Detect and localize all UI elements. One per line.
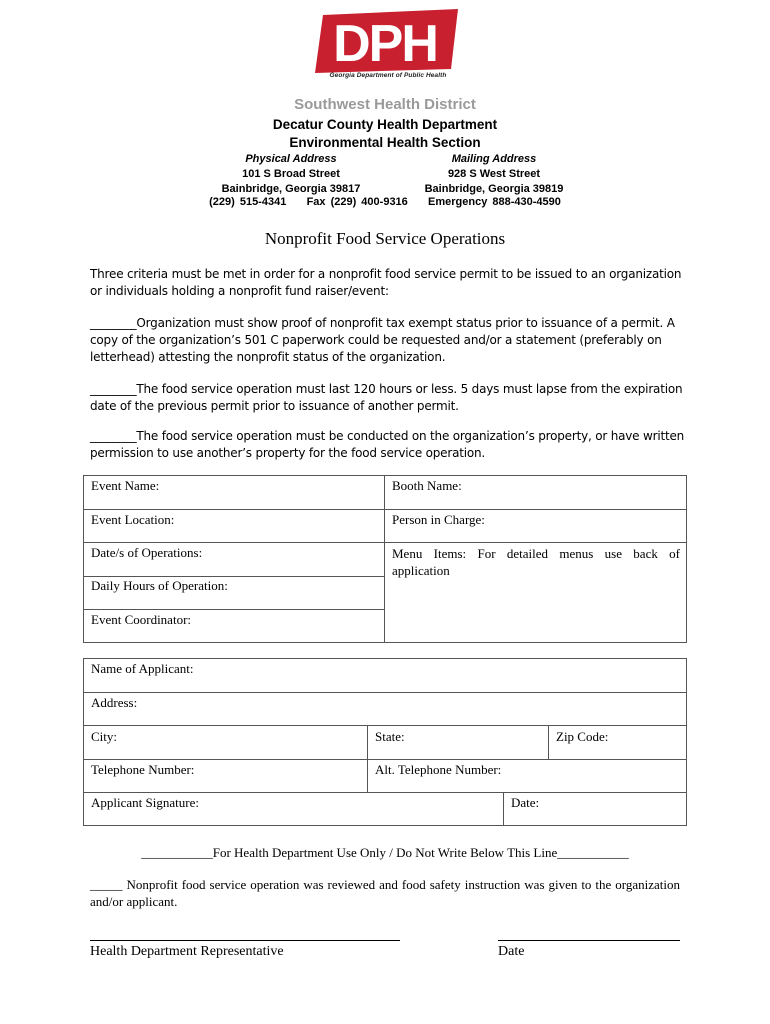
intro-paragraph: Three criteria must be met in order for a nonprofit food service permit to be issued to an organization or individuals holding a nonprofit fund raiser/event: <box>90 267 682 298</box>
representative-signature-line[interactable] <box>90 940 400 941</box>
physical-street: 101 S Broad Street <box>242 168 340 180</box>
zip-code-field[interactable]: Zip Code: <box>556 729 609 744</box>
physical-city: Bainbridge, Georgia 39817 <box>221 183 361 195</box>
booth-name-field[interactable]: Booth Name: <box>392 478 462 493</box>
contact-numbers <box>0 196 770 208</box>
district-name: Southwest Health District <box>294 96 476 113</box>
event-location-field[interactable]: Event Location: <box>91 512 175 527</box>
phone-number: (229) 515-4341 <box>209 196 287 208</box>
menu-items-field[interactable]: Menu Items: For detailed menus use back of application <box>392 546 680 578</box>
dates-of-operation-field[interactable]: Date/s of Operations: <box>91 545 203 560</box>
date-signature-line[interactable] <box>498 940 680 941</box>
telephone-field[interactable]: Telephone Number: <box>91 762 195 777</box>
state-field[interactable]: State: <box>375 729 405 744</box>
physical-address <box>198 152 384 197</box>
daily-hours-field[interactable]: Daily Hours of Operation: <box>91 578 228 593</box>
signature-date-field[interactable]: Date: <box>511 795 540 810</box>
criterion-tax-exempt: ________Organization must show proof of nonprofit tax exempt status prior to issuance of a permit. A copy of the organization’s 501 C paperwork could be requested and/or a statement (preferably on letterhead) attesting the nonprofit status of the organization. <box>90 316 675 364</box>
person-in-charge-field[interactable]: Person in Charge: <box>392 512 485 527</box>
mailing-address <box>404 152 584 197</box>
criterion-duration: ________The food service operation must last 120 hours or less. 5 days must lapse from the expiration date of the previous permit prior to issuance of another permit. <box>90 382 683 413</box>
logo-subtitle: Georgia Department of Public Health <box>329 72 447 79</box>
mailing-street: 928 S West Street <box>447 168 541 180</box>
office-use-line: ___________For Health Department Use Only / Do Not Write Below This Line___________ <box>141 845 629 860</box>
criterion-property: ________The food service operation must be conducted on the organization’s property, or have written permission to use another’s property for the food service operation. <box>90 429 685 460</box>
applicant-name-field[interactable]: Name of Applicant: <box>91 661 194 676</box>
event-coordinator-field[interactable]: Event Coordinator: <box>91 612 192 627</box>
address-field[interactable]: Address: <box>91 695 138 710</box>
mailing-city: Bainbridge, Georgia 39819 <box>424 183 564 195</box>
review-statement: _____ Nonprofit food service operation was reviewed and food safety instruction was given to the organization and/or applicant. <box>90 877 680 909</box>
city-field[interactable]: City: <box>91 729 118 744</box>
section-name: Environmental Health Section <box>289 135 481 150</box>
dph-logo-mark <box>303 9 463 75</box>
page-title: Nonprofit Food Service Operations <box>264 229 506 248</box>
event-name-field[interactable]: Event Name: <box>91 478 160 493</box>
representative-label: Health Department Representative <box>90 944 284 959</box>
emergency-number: Emergency 888-430-4590 <box>428 196 561 208</box>
physical-address-label: Physical Address <box>245 153 337 165</box>
department-name: Decatur County Health Department <box>272 117 498 132</box>
fax-number: Fax (229) 400-9316 <box>306 196 408 208</box>
logo-letters: DPH <box>333 15 437 73</box>
applicant-signature-field[interactable]: Applicant Signature: <box>91 795 199 810</box>
mailing-address-label: Mailing Address <box>451 153 537 165</box>
date-label: Date <box>498 944 525 959</box>
alt-telephone-field[interactable]: Alt. Telephone Number: <box>375 762 502 777</box>
